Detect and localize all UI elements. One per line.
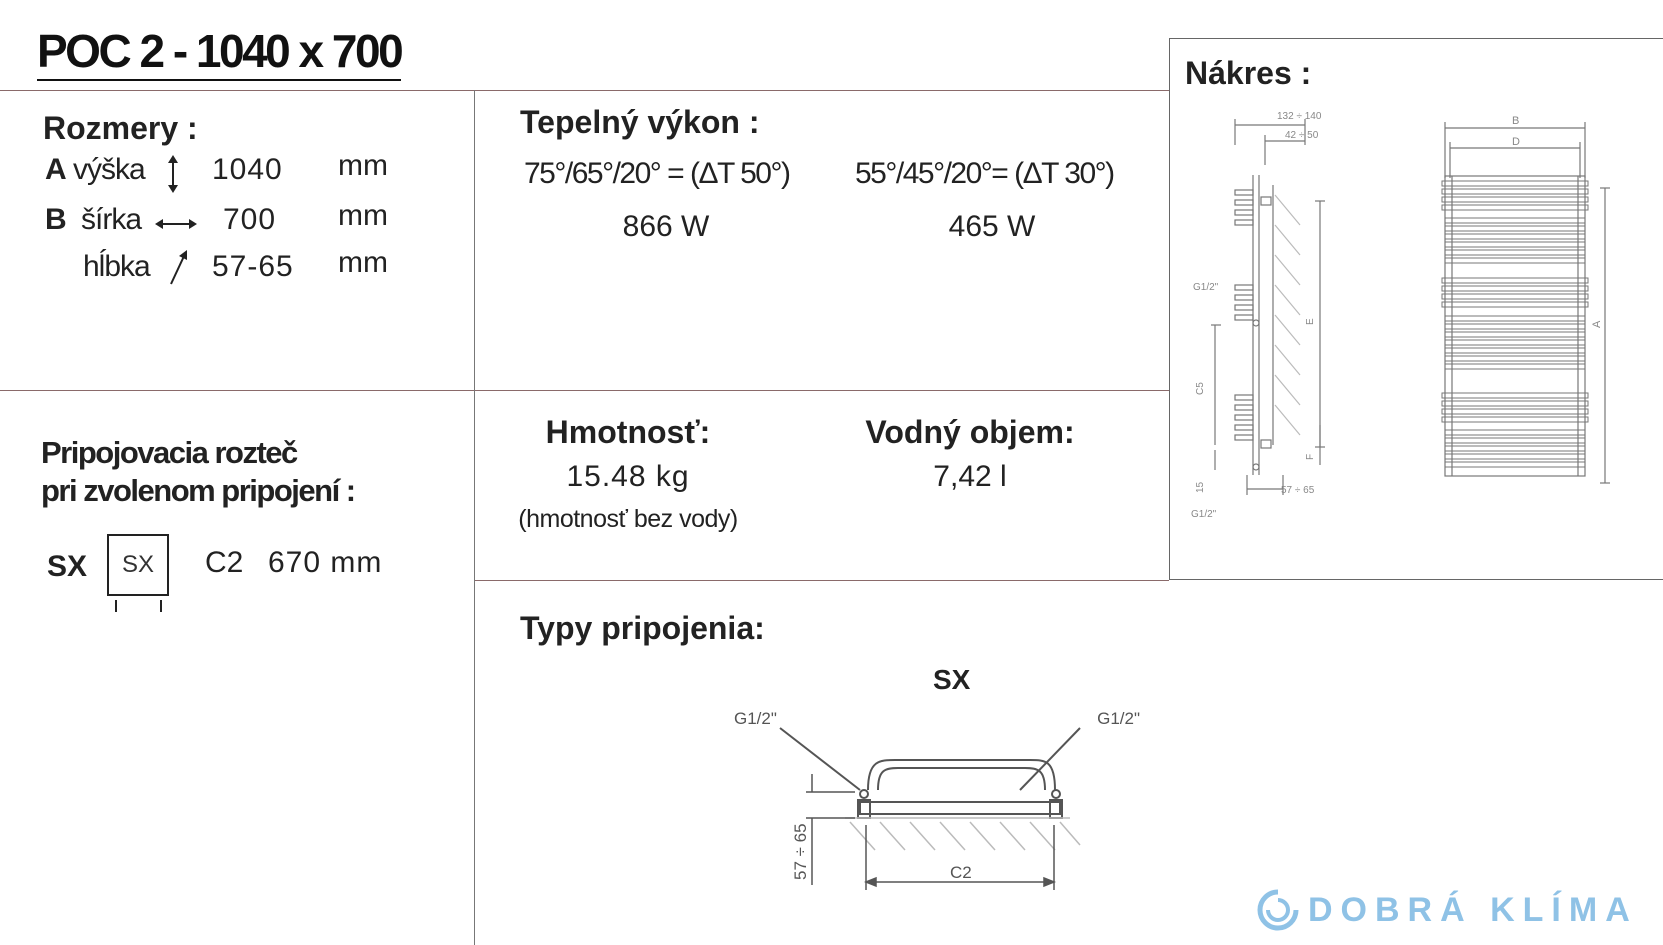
connection-type-box: SX [107,534,169,596]
drawing-label-g2: G1/2" [1191,509,1217,520]
types-sub-label: SX [933,664,971,695]
radiator-front-view-drawing [1430,108,1630,498]
dimension-row-depth [45,246,405,290]
types-heading: Typy pripojenia: [520,610,765,646]
dimension-value: 1040 [212,153,283,186]
divider-top [0,90,1169,91]
drawing-label-f: F [1305,453,1316,460]
radiator-side-view-drawing [1185,105,1345,525]
dimensions-heading: Rozmery : [43,110,198,146]
dimension-letter: B [45,203,67,236]
divider-vertical [474,90,475,945]
thermal-value-1: 866 W [622,210,710,243]
vertical-arrow-icon [165,155,181,193]
page-title: POC 2 - 1040 x 700 [37,24,401,81]
dimension-value: 700 [223,203,277,236]
dimension-value: 57-65 [212,250,294,283]
dimension-unit: mm [338,149,388,182]
dimension-letter: A [45,153,67,186]
horizontal-arrow-icon [155,217,197,231]
connection-heading-line2: pri zvolenom pripojení : [41,473,355,508]
thermal-value-2: 465 W [948,210,1036,243]
dimension-row-height [45,149,405,193]
types-label-g-right: G1/2" [1097,709,1140,728]
diagonal-arrow-icon [165,250,191,288]
types-label-c2: C2 [950,863,972,882]
types-label-depth: 57 ÷ 65 [791,823,810,880]
connection-spacing-value: 670 mm [268,546,383,579]
volume-value: 7,42 l [933,460,1007,493]
brand-swirl-icon [1256,888,1300,932]
drawing-label-top2: 42 ÷ 50 [1285,130,1319,141]
types-label-g-left: G1/2" [734,709,777,728]
thermal-condition-2: 55°/45°/20°= (ΔT 30°) [855,157,1114,190]
drawing-label-d: D [1512,136,1520,148]
connection-spacing-label: C2 [205,546,244,579]
brand-logo [1256,888,1638,932]
connection-heading [41,434,355,510]
dimension-name: výška [73,153,145,186]
connection-sx-drawing [720,700,1200,900]
volume-heading: Vodný objem: [865,414,1075,450]
drawing-label-g1: G1/2" [1193,282,1219,293]
drawing-label-depth: 57 ÷ 65 [1281,485,1315,496]
weight-note: (hmotnosť bez vody) [518,505,738,533]
weight-value: 15.48 kg [566,460,690,493]
drawing-label-15: 15 [1195,481,1206,493]
drawing-label-a: A [1591,320,1603,328]
dimension-row-width [45,199,405,243]
connection-box-leg-right [160,600,162,612]
weight-heading: Hmotnosť: [545,414,711,450]
thermal-heading: Tepelný výkon : [520,104,760,140]
dimension-name: šírka [81,203,142,236]
drawing-label-e: E [1305,318,1316,325]
dimension-unit: mm [338,246,388,279]
connection-type: SX [47,550,88,583]
divider-middle [0,390,1169,391]
brand-logo-text: DOBRÁ KLÍMA [1308,890,1638,929]
dimension-unit: mm [338,199,388,232]
drawing-heading: Nákres : [1185,55,1312,91]
drawing-label-c5: C5 [1195,382,1206,395]
drawing-label-top1: 132 ÷ 140 [1277,111,1322,122]
dimension-name: hĺbka [83,250,150,283]
drawing-label-b: B [1512,115,1520,127]
connection-heading-line1: Pripojovacia rozteč [41,435,297,470]
connection-box-leg-left [115,600,117,612]
divider-lower [474,580,1169,581]
thermal-condition-1: 75°/65°/20° = (ΔT 50°) [524,157,790,190]
